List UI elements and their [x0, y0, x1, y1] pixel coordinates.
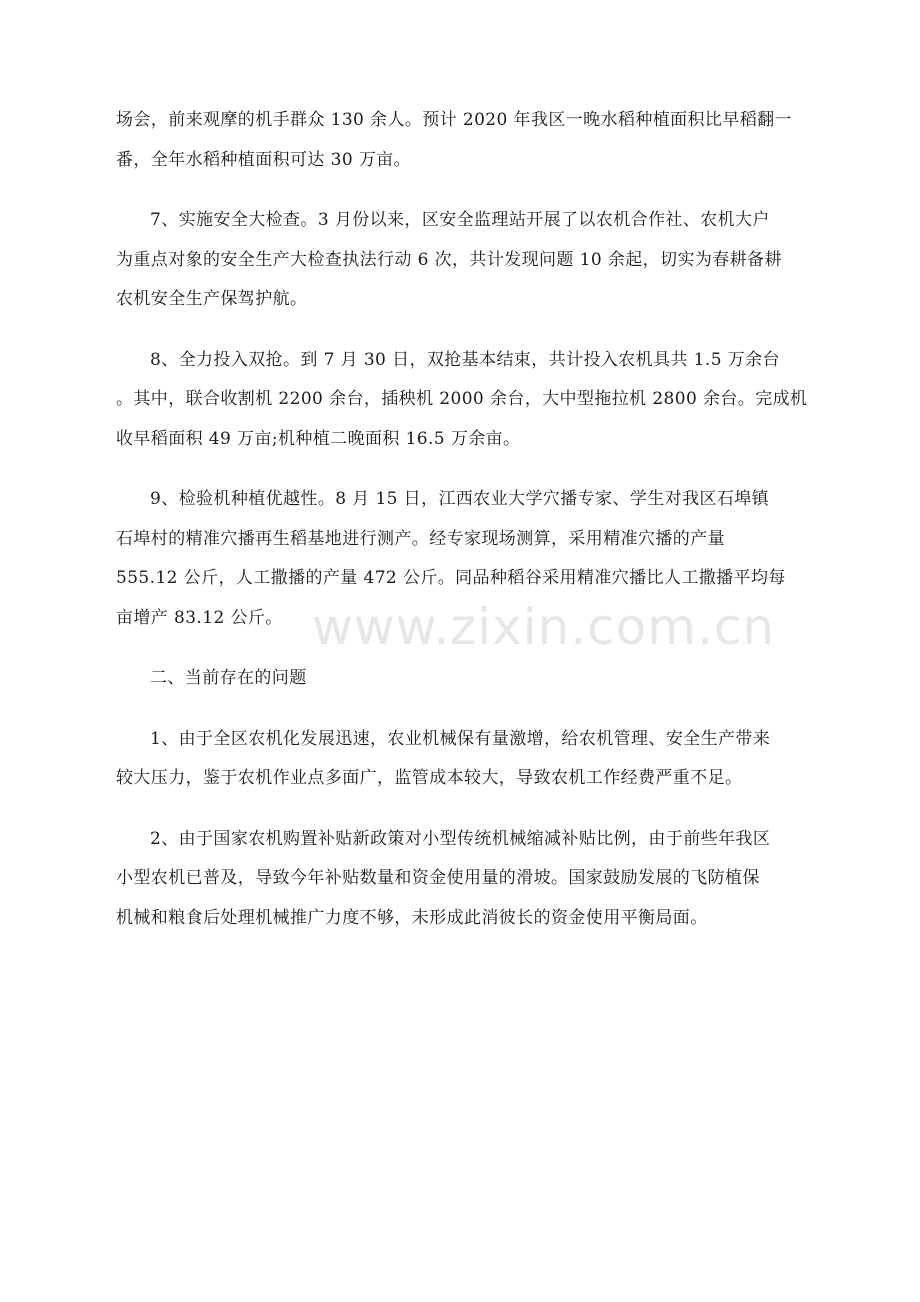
watermark: www.zixin.com.cn	[312, 598, 776, 656]
text-line: 亩增产 83.12 公斤。	[116, 607, 283, 628]
text-line: 小型农机已普及，导致今年补贴数量和资金使用量的滑坡。国家鼓励发展的飞防植保	[116, 868, 760, 888]
section-heading	[116, 659, 808, 699]
text-line: 为重点对象的安全生产大检查执法行动 6 次，共计发现问题 10 余起，切实为春耕备耕	[116, 249, 782, 270]
paragraph-p3	[116, 341, 808, 460]
text-line: 较大压力，鉴于农机作业点多面广，监管成本较大，导致农机工作经费严重不足。	[116, 768, 743, 788]
paragraph-p6	[116, 720, 808, 799]
text-line: 石埠村的精准穴播再生稻基地进行测产。经专家现场测算，采用精准穴播的产量	[116, 528, 725, 549]
text-line: 7、实施安全大检查。3 月份以来，区安全监理站开展了以农机合作社、农机大户	[150, 210, 770, 230]
text-line: 。其中，联合收割机 2200 余台，插秧机 2000 余台，大中型拖拉机 2800 余台。完成机	[116, 389, 808, 409]
text-line: 场会，前来观摩的机手群众 130 余人。预计 2020 年我区一晚水稻种植面积比早稻翻一	[116, 110, 792, 130]
text-line: 二、当前存在的问题	[150, 668, 307, 688]
text-line: 8、全力投入双抢。到 7 月 30 日，双抢基本结束，共计投入农机具共 1.5 万余台	[150, 349, 780, 370]
paragraph-p7	[116, 820, 808, 939]
text-line: 番，全年水稻种植面积可达 30 万亩。	[116, 149, 412, 170]
text-line: 2、由于国家农机购置补贴新政策对小型传统机械缩减补贴比例，由于前些年我区	[150, 828, 771, 849]
text-line: 农机安全生产保驾护航。	[116, 289, 308, 309]
paragraph-p1	[116, 101, 808, 180]
text-line: 机械和粮食后处理机械推广力度不够，未形成此消彼长的资金使用平衡局面。	[116, 907, 708, 928]
text-line: 收早稻面积 49 万亩;机种植二晚面积 16.5 万余亩。	[116, 428, 521, 449]
text-line: 555.12 公斤，人工撒播的产量 472 公斤。同品种稻谷采用精准穴播比人工撒播平均每	[116, 568, 786, 588]
text-line: 9、检验机种植优越性。8 月 15 日，江西农业大学穴播专家、学生对我区石埠镇	[150, 489, 770, 509]
document-body	[116, 101, 808, 959]
text-line: 1、由于全区农机化发展迅速，农业机械保有量激增，给农机管理、安全生产带来	[150, 728, 771, 749]
paragraph-p4	[116, 480, 808, 638]
paragraph-p2	[116, 201, 808, 320]
